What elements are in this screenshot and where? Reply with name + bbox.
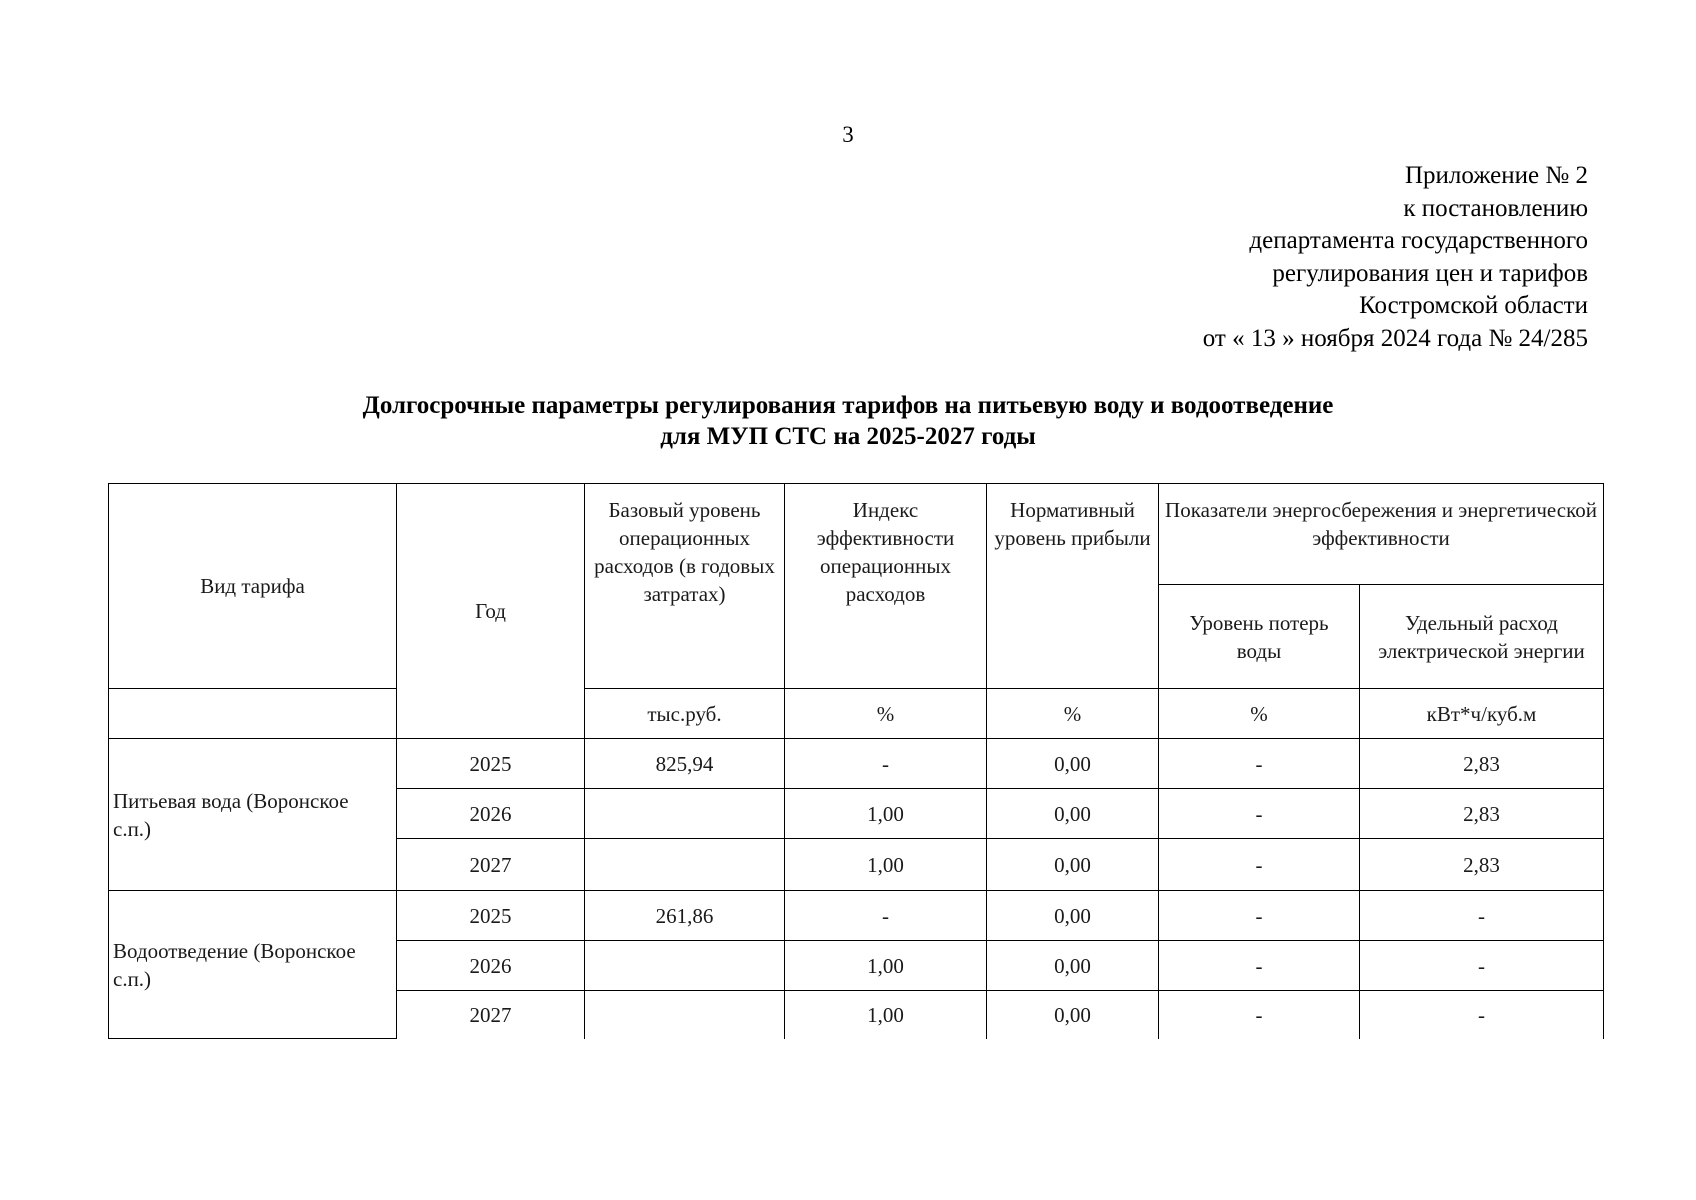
header-tariff-type: Вид тарифа [109,484,397,689]
header-base-opex: Базовый уровень операционных расходов (в годовых затратах) [585,484,785,689]
profit-level-cell: 0,00 [987,739,1159,789]
efficiency-index-cell: - [785,739,987,789]
base-opex-cell [585,991,785,1039]
header-profit-level: Нормативный уровень прибыли [987,484,1159,689]
appendix-line: регулирования цен и тарифов [1272,259,1588,287]
water-losses-cell: - [1159,941,1360,991]
year-cell: 2025 [397,891,585,941]
efficiency-index-cell: 1,00 [785,789,987,839]
header-energy-group: Показатели энергосбережения и энергетической эффективности [1159,484,1604,585]
header-water-losses: Уровень потерь воды [1159,585,1360,689]
profit-level-cell: 0,00 [987,991,1159,1039]
document-title [0,390,1696,452]
parameters-table [108,483,1604,1039]
appendix-line: Приложение № 2 [1404,162,1588,189]
efficiency-index-cell: 1,00 [785,839,987,891]
header-year: Год [397,484,585,739]
unit-efficiency-index: % [785,689,987,739]
unit-profit-level: % [987,689,1159,739]
water-losses-cell: - [1159,839,1360,891]
electricity-cell: - [1360,941,1604,991]
unit-base-opex: тыс.руб. [585,689,785,739]
base-opex-cell: 261,86 [585,891,785,941]
appendix-line: к постановлению [1403,194,1588,222]
tariff-name: Питьевая вода (Воронское с.п.) [109,739,397,891]
appendix-block [1203,160,1588,355]
tariff-name: Водоотведение (Воронское с.п.) [109,891,397,1039]
electricity-cell: - [1360,891,1604,941]
base-opex-cell [585,941,785,991]
unit-water-losses: % [1159,689,1360,739]
year-cell: 2026 [397,789,585,839]
year-cell: 2027 [397,991,585,1039]
header-electricity: Удельный расход электрической энергии [1360,585,1604,689]
header-efficiency-index: Индекс эффективности операционных расходов [785,484,987,689]
profit-level-cell: 0,00 [987,789,1159,839]
profit-level-cell: 0,00 [987,839,1159,891]
efficiency-index-cell: - [785,891,987,941]
water-losses-cell: - [1159,789,1360,839]
appendix-line: от « 13 » ноября 2024 года № 24/285 [1202,324,1588,352]
electricity-cell: 2,83 [1360,839,1604,891]
electricity-cell: 2,83 [1360,739,1604,789]
base-opex-cell [585,839,785,891]
profit-level-cell: 0,00 [987,941,1159,991]
year-cell: 2027 [397,839,585,891]
water-losses-cell: - [1159,891,1360,941]
document-title-line: для МУП СТС на 2025-2027 годы [660,423,1036,450]
year-cell: 2025 [397,739,585,789]
appendix-line: Костромской области [1359,292,1588,319]
page-number: 3 [842,122,854,147]
efficiency-index-cell: 1,00 [785,991,987,1039]
electricity-cell: 2,83 [1360,789,1604,839]
electricity-cell: - [1360,991,1604,1039]
efficiency-index-cell: 1,00 [785,941,987,991]
water-losses-cell: - [1159,991,1360,1039]
profit-level-cell: 0,00 [987,891,1159,941]
document-title-line: Долгосрочные параметры регулирования тарифов на питьевую воду и водоотведение [362,392,1334,419]
base-opex-cell [585,789,785,839]
base-opex-cell: 825,94 [585,739,785,789]
unit-electricity: кВт*ч/куб.м [1360,689,1604,739]
appendix-line: департамента государственного [1249,227,1588,254]
water-losses-cell: - [1159,739,1360,789]
table-row [109,891,1604,941]
year-cell: 2026 [397,941,585,991]
table-row [109,739,1604,789]
header-tariff-type-continuation [109,689,397,739]
